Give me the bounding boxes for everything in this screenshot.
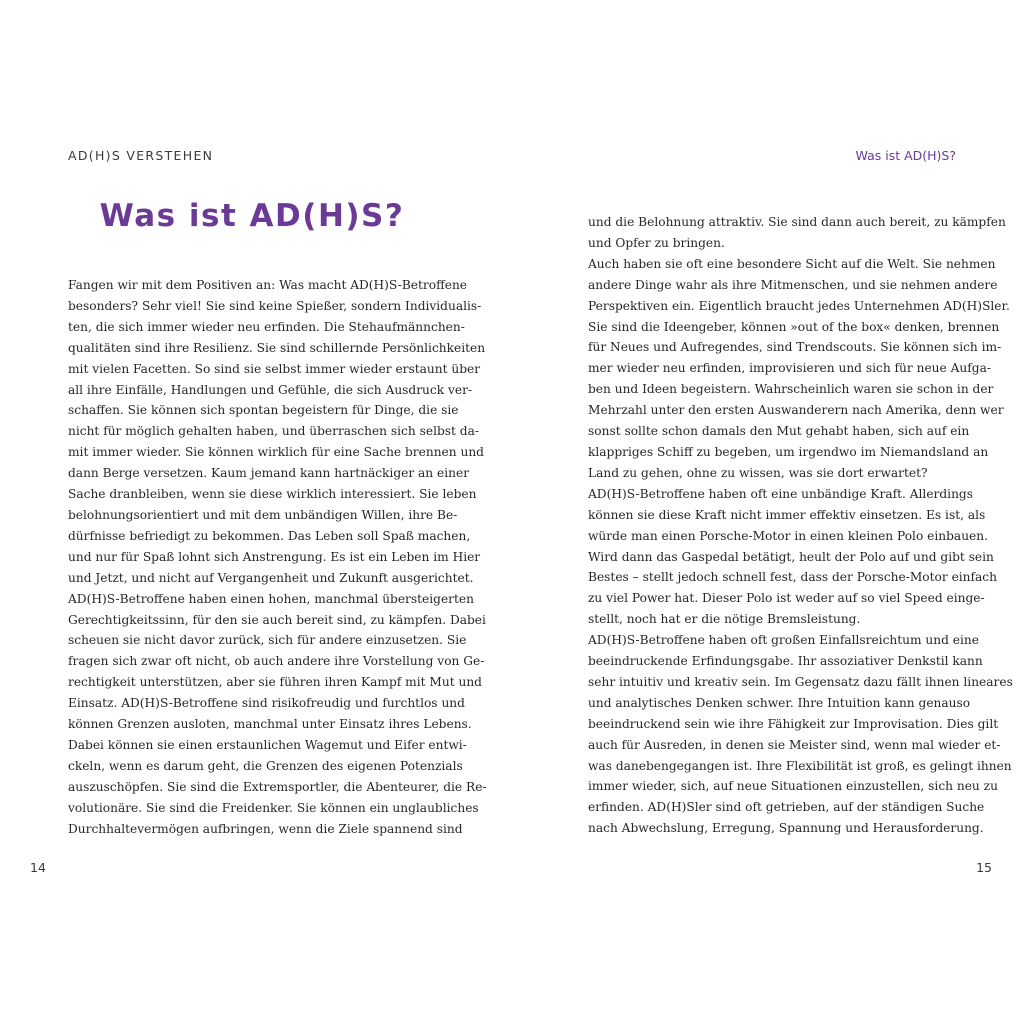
text-line: mit immer wieder. Sie können wirklich für eine Sache brennen und — [68, 445, 484, 460]
text-line: immer wieder, sich, auf neue Situationen einzustellen, sich neu zu — [588, 779, 998, 794]
text-line: qualitäten sind ihre Resilienz. Sie sind schillernde Persönlichkeiten — [68, 340, 486, 355]
text-line: und die Belohnung attraktiv. Sie sind dann auch bereit, zu kämpfen — [588, 215, 1006, 229]
text-line: für Neues und Aufregendes, sind Trendscouts. Sie können sich im- — [588, 340, 1002, 355]
text-line: nicht für möglich gehalten haben, und überraschen sich selbst da- — [68, 424, 479, 439]
body-text-right — [588, 212, 1013, 839]
text-line: Durchhaltevermögen aufbringen, wenn die Ziele spannend sind — [68, 821, 463, 836]
text-line: Einsatz. AD(H)S-Betroffene sind risikofreudig und furchtlos und — [68, 696, 465, 711]
text-line: mer wieder neu erfinden, improvisieren und sich für neue Aufga- — [588, 361, 991, 376]
text-line: schaffen. Sie können sich spontan begeistern für Dinge, die sie — [68, 403, 459, 418]
text-line: sehr intuitiv und kreativ sein. Im Gegensatz dazu fällt ihnen lineares — [588, 674, 1013, 689]
text-line: nach Abwechslung, Erregung, Spannung und Herausforderung. — [588, 821, 984, 836]
text-line: beeindruckend sein wie ihre Fähigkeit zur Improvisation. Dies gilt — [588, 716, 999, 731]
text-line: AD(H)S-Betroffene haben einen hohen, manchmal übersteigerten — [68, 591, 474, 606]
text-line: können Grenzen ausloten, manchmal unter Einsatz ihres Lebens. — [68, 717, 472, 732]
text-line: erfinden. AD(H)Sler sind oft getrieben, auf der ständigen Suche — [588, 800, 985, 815]
text-line: würde man einen Porsche-Motor in einen kleinen Polo einbauen. — [588, 528, 988, 543]
text-line: beeindruckende Erfindungsgabe. Ihr assoziativer Denkstil kann — [588, 654, 983, 669]
text-line: andere Dinge wahr als ihre Mitmenschen, und sie nehmen andere — [588, 277, 998, 292]
text-line: Dabei können sie einen erstaunlichen Wagemut und Eifer entwi- — [68, 737, 467, 752]
text-line: besonders? Sehr viel! Sie sind keine Spießer, sondern Individualis- — [68, 298, 482, 313]
page-number-right: 15 — [976, 860, 992, 875]
text-line: ben und Ideen begeistern. Wahrscheinlich waren sie schon in der — [588, 382, 994, 397]
text-line: klappriges Schiff zu begeben, um irgendwo im Niemandsland an — [588, 444, 989, 459]
text-line: Mehrzahl unter den ersten Auswanderern nach Amerika, denn wer — [588, 403, 1004, 418]
text-line: ten, die sich immer wieder neu erfinden. Die Stehaufmännchen- — [68, 319, 465, 334]
text-line: und analytisches Denken schwer. Ihre Intuition kann genauso — [588, 695, 971, 710]
text-line: Land zu gehen, ohne zu wissen, was sie dort erwartet? — [588, 465, 928, 480]
text-line: zu viel Power hat. Dieser Polo ist weder auf so viel Speed einge- — [588, 591, 985, 606]
page-number-left: 14 — [30, 860, 46, 875]
text-line: Bestes – stellt jedoch schnell fest, dass der Porsche-Motor einfach — [588, 570, 997, 585]
text-line: mit vielen Facetten. So sind sie selbst immer wieder erstaunt über — [68, 361, 481, 376]
text-line: AD(H)S-Betroffene haben oft großen Einfallsreichtum und eine — [588, 633, 979, 648]
text-line: scheuen sie nicht davor zurück, sich für andere einzusetzen. Sie — [68, 633, 467, 648]
text-line: stellt, noch hat er die nötige Bremsleistung. — [588, 612, 861, 627]
text-line: rechtigkeit unterstützen, aber sie führen ihren Kampf mit Mut und — [68, 675, 482, 690]
text-line: und Jetzt, und nicht auf Vergangenheit und Zukunft ausgerichtet. — [68, 570, 474, 585]
text-line: dürfnisse befriedigt zu bekommen. Das Leben soll Spaß machen, — [68, 528, 471, 543]
running-header-right: Was ist AD(H)S? — [855, 148, 956, 163]
text-line: Perspektiven ein. Eigentlich braucht jedes Unternehmen AD(H)Sler. — [588, 298, 1010, 313]
text-line: was danebengegangen ist. Ihre Flexibilität ist groß, es gelingt ihnen — [588, 758, 1012, 773]
text-line: volutionäre. Sie sind die Freidenker. Sie können ein unglaubliches — [68, 800, 479, 815]
text-line: AD(H)S-Betroffene haben oft eine unbändige Kraft. Allerdings — [588, 486, 973, 501]
text-line: und nur für Spaß lohnt sich Anstrengung. Es ist ein Leben im Hier — [68, 549, 481, 564]
text-line: Wird dann das Gaspedal betätigt, heult der Polo auf und gibt sein — [588, 549, 994, 564]
body-text-left — [68, 275, 487, 839]
chapter-title: Was ist AD(H)S? — [99, 198, 405, 234]
running-header-left: AD(H)S VERSTEHEN — [68, 148, 214, 163]
text-line: all ihre Einfälle, Handlungen und Gefühle, die sich Ausdruck ver- — [68, 382, 473, 397]
text-line: Fangen wir mit dem Positiven an: Was macht AD(H)S-Betroffene — [68, 278, 468, 292]
text-line: Sie sind die Ideengeber, können »out of the box« denken, brennen — [588, 319, 1000, 334]
text-line: Gerechtigkeitssinn, für den sie auch bereit sind, zu kämpfen. Dabei — [68, 612, 486, 627]
text-line: sonst sollte schon damals den Mut gehabt haben, sich auf ein — [588, 424, 970, 439]
text-line: können sie diese Kraft nicht immer effektiv einsetzen. Es ist, als — [588, 507, 986, 522]
text-line: auch für Ausreden, in denen sie Meister sind, wenn mal wieder et- — [588, 737, 1001, 752]
text-line: dann Berge versetzen. Kaum jemand kann hartnäckiger an einer — [68, 466, 470, 481]
text-line: ckeln, wenn es darum geht, die Grenzen des eigenen Potenzials — [68, 758, 463, 773]
text-line: Auch haben sie oft eine besondere Sicht auf die Welt. Sie nehmen — [588, 256, 996, 271]
text-line: fragen sich zwar oft nicht, ob auch andere ihre Vorstellung von Ge- — [68, 654, 485, 669]
text-line: Sache dranbleiben, wenn sie diese wirklich interessiert. Sie leben — [68, 487, 477, 502]
text-line: auszuschöpfen. Sie sind die Extremsportler, die Abenteurer, die Re- — [68, 779, 487, 794]
text-line: belohnungsorientiert und mit dem unbändigen Willen, ihre Be- — [68, 507, 458, 522]
text-line: und Opfer zu bringen. — [588, 235, 725, 250]
